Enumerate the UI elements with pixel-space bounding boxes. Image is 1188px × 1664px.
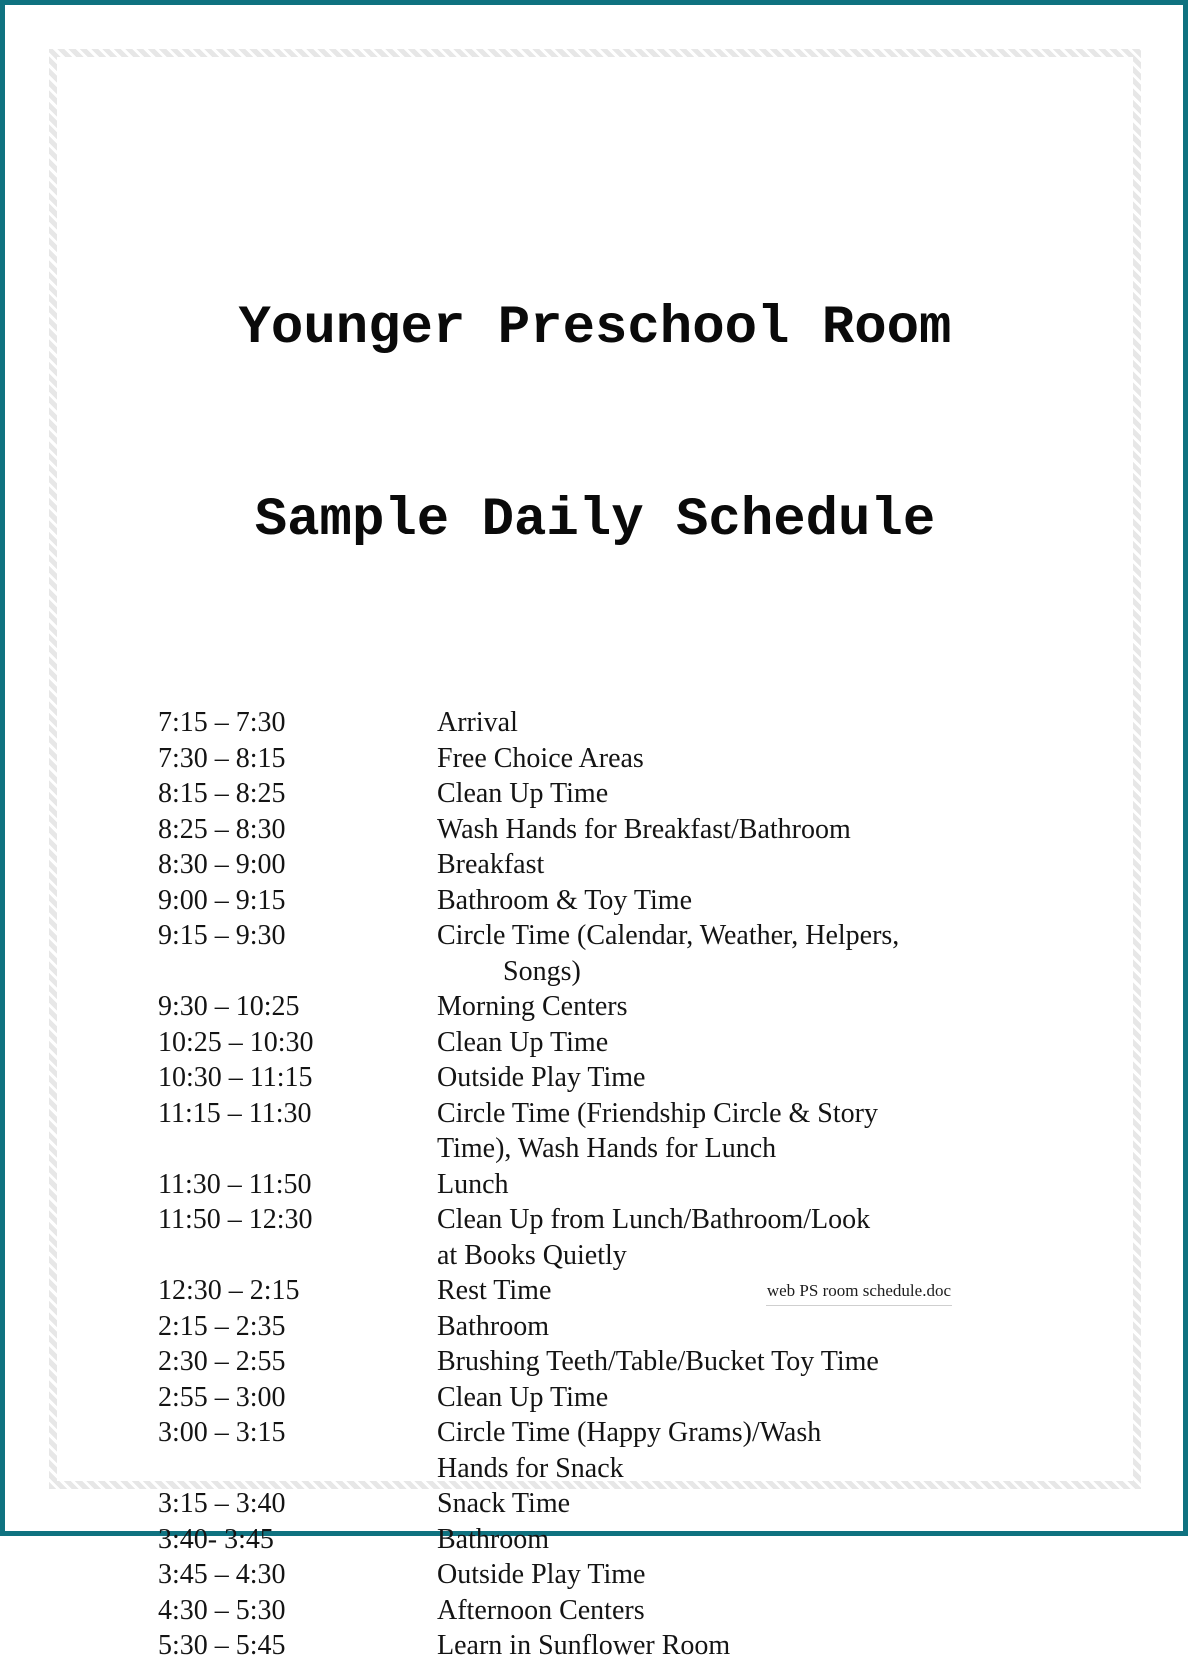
time-range: 12:30 – 2:15 <box>158 1275 300 1306</box>
activity <box>437 1557 1133 1593</box>
activity-line: Hands for Snack <box>437 1452 624 1484</box>
time-range: 3:15 – 3:40 <box>158 1488 286 1519</box>
time-range: 2:55 – 3:00 <box>158 1381 286 1413</box>
time-range: 8:15 – 8:25 <box>158 778 286 809</box>
schedule-row <box>158 1522 1133 1558</box>
activity-line: Brushing Teeth/Table/Bucket Toy Time <box>437 1346 879 1377</box>
activity <box>437 847 1133 883</box>
activity-line: Circle Time (Friendship Circle & Story <box>437 1097 878 1129</box>
schedule-row <box>158 1309 1133 1345</box>
schedule-row <box>158 1167 1133 1203</box>
time-range: 11:50 – 12:30 <box>158 1204 313 1235</box>
schedule-row <box>158 1273 1133 1309</box>
activity <box>437 741 1133 777</box>
activity <box>437 1522 1133 1558</box>
activity-line: Arrival <box>437 707 518 738</box>
schedule-row <box>158 1202 1133 1273</box>
time-range: 2:15 – 2:35 <box>158 1310 286 1342</box>
schedule-row <box>158 883 1133 919</box>
schedule-row <box>158 918 1133 989</box>
schedule-row <box>158 705 1133 741</box>
activity-line: Learn in Sunflower Room <box>437 1630 731 1661</box>
activity-line: Clean Up Time <box>437 778 609 809</box>
activity-line: Rest Time <box>437 1275 552 1306</box>
activity-line: Circle Time (Calendar, Weather, Helpers, <box>437 920 900 951</box>
activity-line: Time), Wash Hands for Lunch <box>437 1133 777 1164</box>
activity-line: Snack Time <box>437 1488 571 1519</box>
activity-line: Songs) <box>503 955 581 987</box>
activity-line: Free Choice Areas <box>437 742 644 774</box>
time-range: 10:25 – 10:30 <box>158 1026 314 1058</box>
activity <box>437 705 1133 741</box>
page-title-line1: Younger Preschool Room <box>238 298 952 359</box>
activity-line: Circle Time (Happy Grams)/Wash <box>437 1417 822 1448</box>
activity-line: Bathroom <box>437 1310 549 1342</box>
activity-line: Breakfast <box>437 849 545 880</box>
time-range: 9:15 – 9:30 <box>158 920 286 951</box>
activity <box>437 989 1133 1025</box>
activity-line: Wash Hands for Breakfast/Bathroom <box>437 813 851 845</box>
schedule-row <box>158 1415 1133 1486</box>
activity-line: Outside Play Time <box>437 1062 646 1093</box>
activity-line: Outside Play Time <box>437 1559 646 1590</box>
schedule-row <box>158 847 1133 883</box>
activity <box>437 1025 1133 1061</box>
activity <box>437 776 1133 812</box>
schedule-row <box>158 1025 1133 1061</box>
time-range: 8:30 – 9:00 <box>158 849 286 880</box>
time-range: 9:00 – 9:15 <box>158 884 286 916</box>
time-range: 9:30 – 10:25 <box>158 991 300 1022</box>
activity <box>437 918 1133 989</box>
time-range: 10:30 – 11:15 <box>158 1062 313 1093</box>
activity <box>437 1344 1133 1380</box>
activity-line: Bathroom <box>437 1523 549 1555</box>
striped-border-frame <box>49 49 1141 1661</box>
schedule-row <box>158 1557 1133 1593</box>
activity-line: Afternoon Centers <box>437 1594 645 1626</box>
schedule-row <box>158 1344 1133 1380</box>
time-range: 3:00 – 3:15 <box>158 1417 286 1448</box>
activity-line: Clean Up Time <box>437 1026 609 1058</box>
time-range: 8:25 – 8:30 <box>158 813 286 845</box>
activity <box>437 1167 1133 1203</box>
time-range: 7:15 – 7:30 <box>158 707 286 738</box>
schedule-row <box>158 776 1133 812</box>
activity-line: Clean Up from Lunch/Bathroom/Look <box>437 1204 871 1235</box>
schedule-row <box>158 741 1133 777</box>
schedule-row <box>158 1593 1133 1629</box>
footer-filename: web PS room schedule.doc <box>766 1281 952 1306</box>
schedule-row <box>158 1096 1133 1167</box>
activity-line: Lunch <box>437 1168 509 1200</box>
schedule-row <box>158 1486 1133 1522</box>
activity <box>437 1096 1133 1167</box>
schedule-row <box>158 989 1133 1025</box>
activity <box>437 1309 1133 1345</box>
activity <box>437 812 1133 848</box>
page-content <box>57 57 1133 1661</box>
activity <box>437 1415 1133 1486</box>
activity <box>437 1628 1133 1664</box>
activity-line: Morning Centers <box>437 991 628 1022</box>
activity <box>437 1202 1133 1273</box>
activity <box>437 1486 1133 1522</box>
activity <box>437 1593 1133 1629</box>
schedule-row <box>158 1628 1133 1664</box>
time-range: 3:45 – 4:30 <box>158 1559 286 1590</box>
schedule-row <box>158 1380 1133 1416</box>
time-range: 3:40- 3:45 <box>158 1523 274 1555</box>
activity-line: Bathroom & Toy Time <box>437 884 693 916</box>
page-title-line2: Sample Daily Schedule <box>254 490 936 551</box>
time-range: 4:30 – 5:30 <box>158 1594 286 1626</box>
time-range: 2:30 – 2:55 <box>158 1346 286 1377</box>
activity-line: Clean Up Time <box>437 1381 609 1413</box>
activity <box>437 883 1133 919</box>
time-range: 11:30 – 11:50 <box>158 1168 312 1200</box>
time-range: 11:15 – 11:30 <box>158 1097 312 1129</box>
schedule-row <box>158 1060 1133 1096</box>
page-title <box>57 169 1133 681</box>
activity <box>437 1380 1133 1416</box>
activity <box>437 1060 1133 1096</box>
time-range: 7:30 – 8:15 <box>158 742 286 774</box>
time-range: 5:30 – 5:45 <box>158 1630 286 1661</box>
schedule-list <box>57 705 1133 1664</box>
schedule-row <box>158 812 1133 848</box>
activity-line: at Books Quietly <box>437 1239 627 1271</box>
